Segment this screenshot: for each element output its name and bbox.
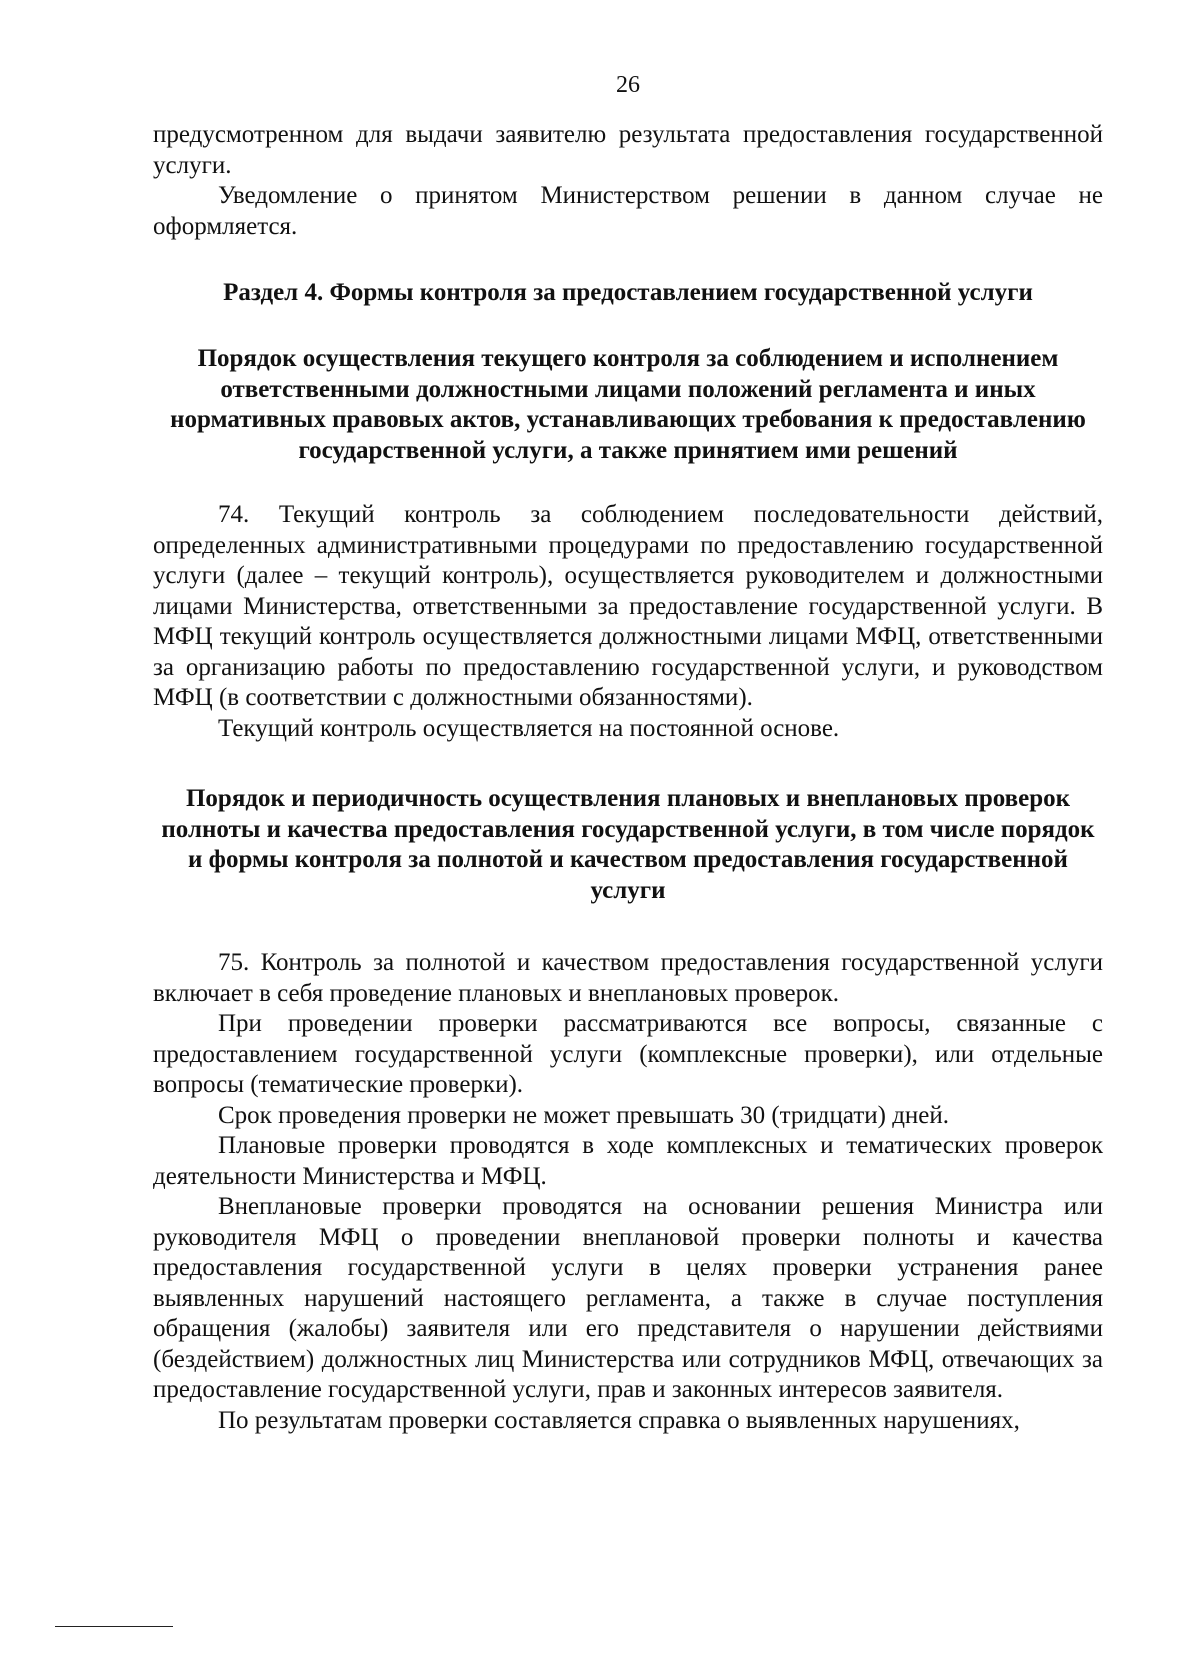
paragraph-inspection-term: Срок проведения проверки не может превышать 30 (тридцати) дней. [218,1101,950,1129]
paragraph-75: 75. Контроль за полнотой и качеством предоставления государственной услуги включает в себя проведение плановых и внеплановых проверок. [153,949,1103,1007]
paragraph-notice: Уведомление о принятом Министерством решении в данном случае не оформляется. [153,182,1103,240]
paragraph-74: 74. Текущий контроль за соблюдением последовательности действий, определенных административными процедурами по предоставлению государственной услуги (далее – текущий контроль), осуществляется руководителем и должностными лицами Министерства, ответственными за предоставление государственной услуги. В МФЦ текущий контроль осуществляется должностными лицами МФЦ, ответственными за организацию работы по предоставлению государственной услуги, и руководством МФЦ (в соответствии с должностными обязанностями). [153,501,1103,711]
paragraph-unplanned-inspections: Внеплановые проверки проводятся на основании решения Министра или руководителя МФЦ о проведении внеплановой проверки полноты и качества предоставления государственной услуги в целях проверки устранения ранее выявленных нарушений настоящего регламента, а также в случае поступления обращения (жалобы) заявителя или его представителя о нарушении действиями (бездействием) должностных лиц Министерства или сотрудников МФЦ, отвечающих за предоставление государственной услуги, прав и законных интересов заявителя. [153,1193,1103,1403]
paragraph-planned-inspections: Плановые проверки проводятся в ходе комплексных и тематических проверок деятельности Министерства и МФЦ. [153,1132,1103,1190]
paragraph-inspection-results: По результатам проверки составляется справка о выявленных нарушениях, [218,1406,1020,1434]
section-title: Раздел 4. Формы контроля за предоставлением государственной услуги [223,279,1033,306]
paragraph-continuation: предусмотренном для выдачи заявителю результата предоставления государственной услуги. [153,121,1103,179]
footer-rule [55,1626,173,1627]
paragraph-inspection-scope: При проведении проверки рассматриваются все вопросы, связанные с предоставлением государственной услуги (комплексные проверки), или отдельные вопросы (тематические проверки). [153,1010,1103,1098]
page-content [153,70,1103,1436]
subsection-title-inspections: Порядок и периодичность осуществления плановых и внеплановых проверок полноты и качества предоставления государственной услуги, в том числе порядок и формы контроля за полнотой и качеством предоставления государственной услуги [161,785,1095,904]
page-number: 26 [616,72,640,98]
subsection-title-current-control: Порядок осуществления текущего контроля за соблюдением и исполнением ответственными должностными лицами положений регламента и иных нормативных правовых актов, устанавливающих требования к предоставлению государственной услуги, а также принятием ими решений [170,345,1086,464]
paragraph-74-continuous: Текущий контроль осуществляется на постоянной основе. [218,714,840,742]
